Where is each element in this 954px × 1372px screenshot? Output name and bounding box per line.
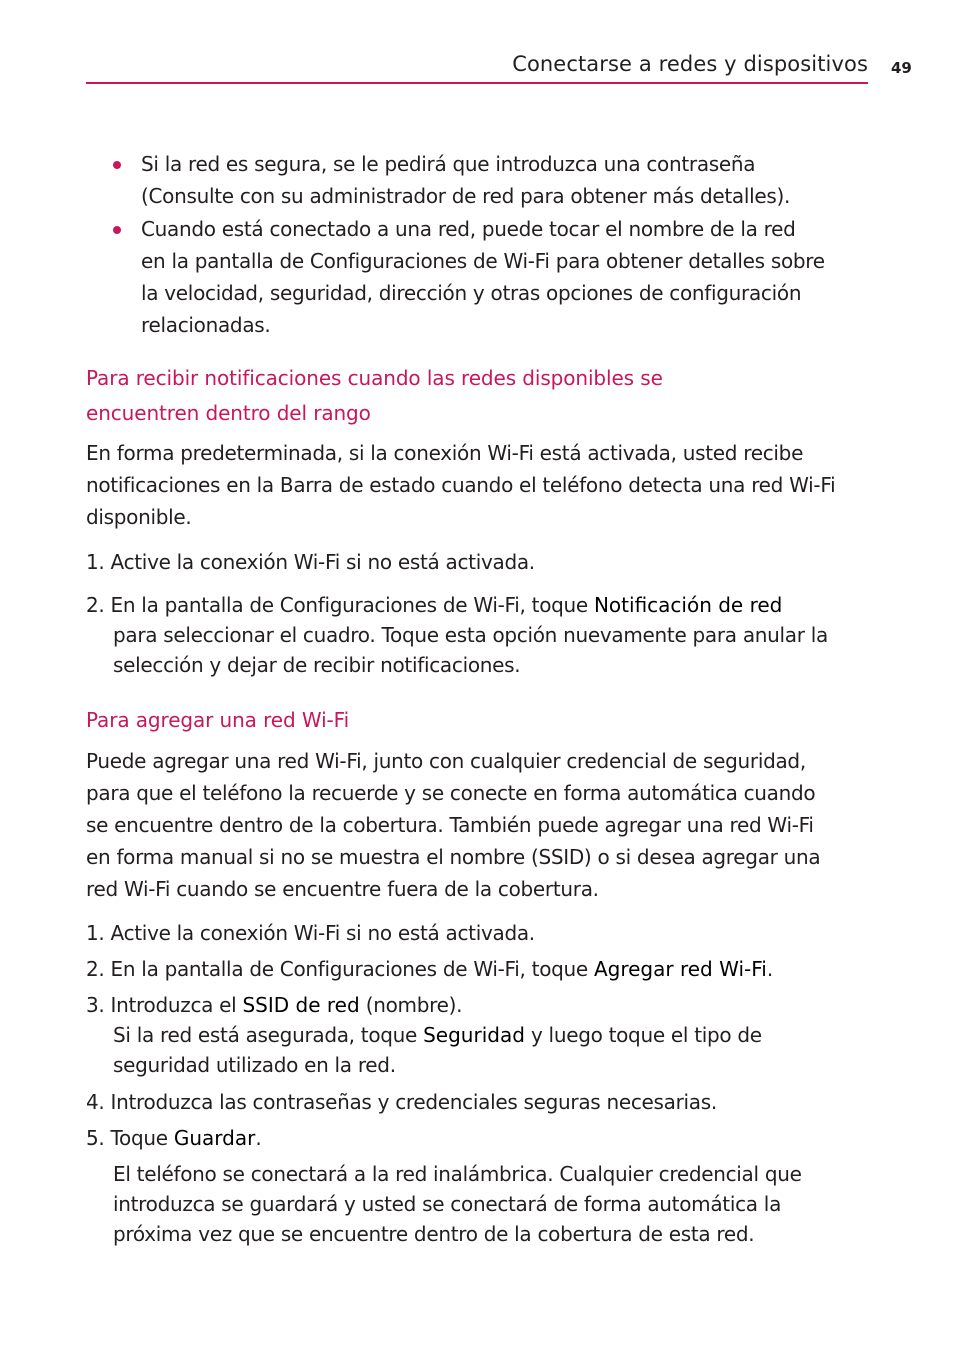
header-title: Conectarse a redes y dispositivos xyxy=(512,52,868,76)
paragraph-line: para que el teléfono la recuerde y se conecte en forma automática cuando xyxy=(86,781,816,805)
step-text: . xyxy=(255,1126,262,1150)
heading-line: Para recibir notificaciones cuando las redes disponibles se xyxy=(86,366,663,390)
step-text: 3. Introduzca el xyxy=(86,993,243,1017)
section-heading-notifications xyxy=(86,361,886,431)
paragraph-line: Puede agregar una red Wi-Fi, junto con cualquier credencial de seguridad, xyxy=(86,749,806,773)
paragraph-line: introduzca se guardará y usted se conectará de forma automática la xyxy=(113,1192,782,1216)
paragraph-line: disponible. xyxy=(86,505,192,529)
section2-step-5 xyxy=(86,1123,876,1153)
step-line: para seleccionar el cuadro. Toque esta opción nuevamente para anular la xyxy=(113,623,828,647)
heading-line: encuentren dentro del rango xyxy=(86,401,371,425)
step-text: 2. En la pantalla de Configuraciones de Wi-Fi, toque xyxy=(86,957,594,981)
step-text: . xyxy=(766,957,773,981)
bullet-line: la velocidad, seguridad, dirección y otras opciones de configuración xyxy=(141,281,802,305)
ui-term-save: Guardar xyxy=(173,1126,256,1150)
paragraph-line: En forma predeterminada, si la conexión Wi-Fi está activada, usted recibe xyxy=(86,441,804,465)
section1-step-2 xyxy=(86,590,876,620)
section-heading-add-wifi: Para agregar una red Wi-Fi xyxy=(86,708,350,732)
section2-step-3-continuation xyxy=(113,1020,873,1080)
page-number: 49 xyxy=(891,59,912,77)
step-text: Si la red está asegurada, toque xyxy=(113,1023,424,1047)
section2-step-2 xyxy=(86,954,876,984)
section2-intro xyxy=(86,745,886,905)
paragraph-line: red Wi-Fi cuando se encuentre fuera de la cobertura. xyxy=(86,877,599,901)
section2-step-4: 4. Introduzca las contraseñas y credenciales seguras necesarias. xyxy=(86,1090,717,1114)
page-header xyxy=(86,50,868,84)
paragraph-line: próxima vez que se encuentre dentro de la cobertura de esta red. xyxy=(113,1222,755,1246)
bullet-item xyxy=(141,148,881,212)
ui-term-security: Seguridad xyxy=(423,1023,525,1047)
step-line xyxy=(113,1020,873,1050)
bullet-line: (Consulte con su administrador de red para obtener más detalles). xyxy=(141,184,791,208)
bullet-line: en la pantalla de Configuraciones de Wi-Fi para obtener detalles sobre xyxy=(141,249,825,273)
section1-intro xyxy=(86,437,886,533)
ui-term-network-ssid: SSID de red xyxy=(242,993,360,1017)
step-text: 2. En la pantalla de Configuraciones de Wi-Fi, toque xyxy=(86,593,594,617)
section2-step-3 xyxy=(86,990,876,1020)
bullet-line: Si la red es segura, se le pedirá que introduzca una contraseña xyxy=(141,152,756,176)
section2-step-1: 1. Active la conexión Wi-Fi si no está activada. xyxy=(86,921,535,945)
paragraph-line: se encuentre dentro de la cobertura. También puede agregar una red Wi-Fi xyxy=(86,813,814,837)
bullet-marker-icon xyxy=(113,161,123,171)
bullet-item xyxy=(141,213,881,341)
step-text: (nombre). xyxy=(359,993,463,1017)
ui-term-add-wifi-network: Agregar red Wi-Fi xyxy=(593,957,767,981)
section2-closing xyxy=(113,1159,873,1249)
step-text: y luego toque el tipo de xyxy=(524,1023,762,1047)
paragraph-line: El teléfono se conectará a la red inalámbrica. Cualquier credencial que xyxy=(113,1162,802,1186)
paragraph-line: notificaciones en la Barra de estado cuando el teléfono detecta una red Wi-Fi xyxy=(86,473,836,497)
section1-step-2-continuation xyxy=(113,620,873,680)
paragraph-line: en forma manual si no se muestra el nombre (SSID) o si desea agregar una xyxy=(86,845,821,869)
step-line: selección y dejar de recibir notificaciones. xyxy=(113,653,521,677)
section1-step-1: 1. Active la conexión Wi-Fi si no está activada. xyxy=(86,550,535,574)
bullet-line: relacionadas. xyxy=(141,313,271,337)
bullet-line: Cuando está conectado a una red, puede tocar el nombre de la red xyxy=(141,217,796,241)
ui-term-network-notification: Notificación de red xyxy=(593,593,783,617)
step-text: 5. Toque xyxy=(86,1126,174,1150)
bullet-marker-icon xyxy=(113,226,123,236)
step-line: seguridad utilizado en la red. xyxy=(113,1053,396,1077)
